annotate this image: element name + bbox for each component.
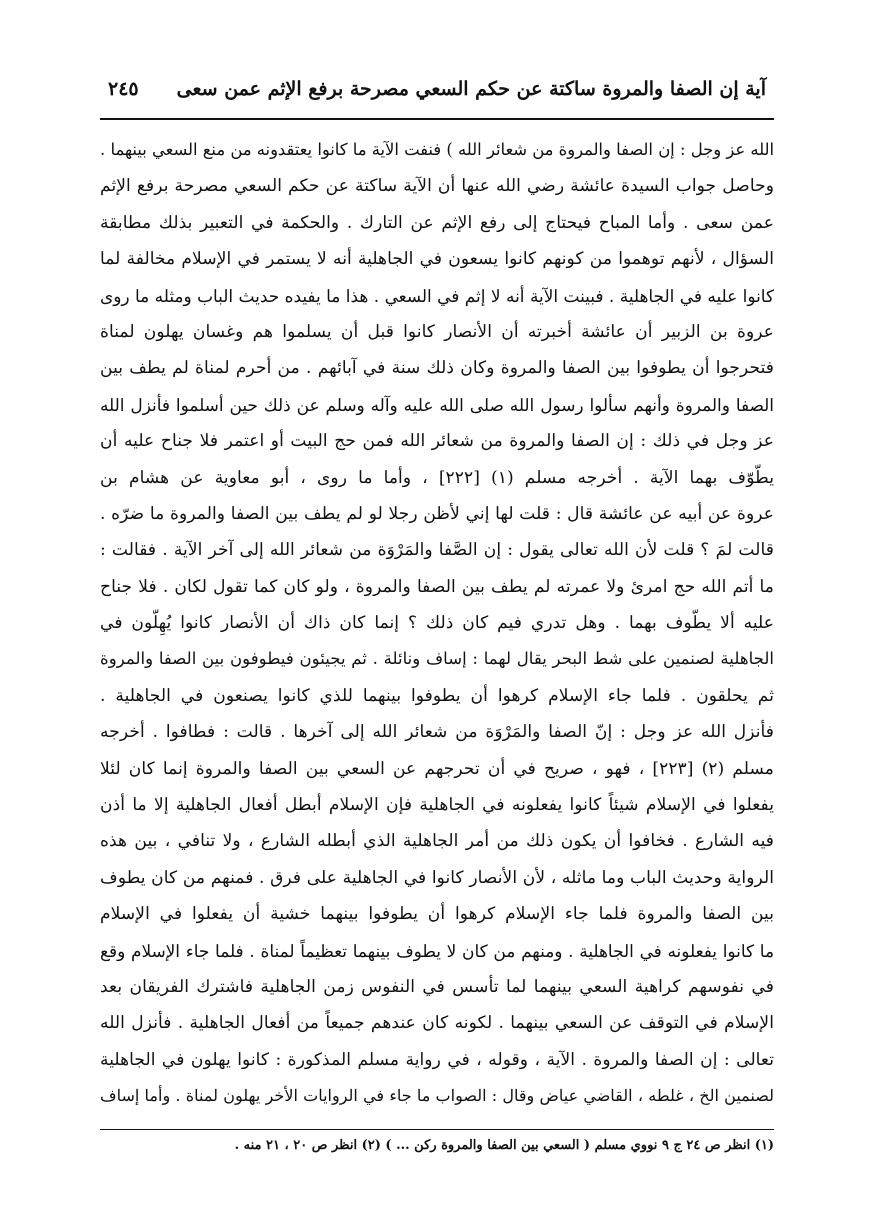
running-head (100, 78, 774, 112)
body-line: ثم يحلقون . فلما جاء الإسلام كرهوا أن يطوفوا بينهما للذي كانوا يصنعون في الجاهلية . (100, 685, 774, 706)
body-line: الرواية وحديث الباب وما ماثله ، لأن الأنصار كانوا في الجاهلية على فرق . فمنهم من كان يطوف (100, 867, 774, 888)
body-line: عز وجل في ذلك : إن الصفا والمروة من شعائر الله فمن حج البيت أو اعتمر فلا جناح عليه أن (100, 431, 774, 452)
body-line: فيه الشارع . فخافوا أن يكون ذلك من أمر الجاهلية الذي أبطله الشارع ، ولا تنافي ، بين هذه (100, 831, 774, 852)
body-line: مسلم (٢) [٢٢٣] ، فهو ، صريح في أن تحرجهم عن السعي بين الصفا والمروة إنما كان لئلا (100, 758, 774, 779)
body-line: يطّوّف بهما الآية . أخرجه مسلم (١) [٢٢٢] ، وأما ما روى ، أبو معاوية عن هشام بن (100, 467, 774, 488)
footnotes: (١) انظر ص ٢٤ ج ٩ نووي مسلم ( السعي بين الصفا والمروة ركن ... ) (٢) انظر ص ٢٠ ، ٢١ منه . (234, 1137, 774, 1153)
body-line: تعالى : إن الصفا والمروة . الآية ، وقوله ، في رواية مسلم المذكورة : كانوا يهلون في الجاهلية (100, 1049, 774, 1070)
body-line: عروة بن الزبير أن عائشة أخبرته أن الأنصار كانوا قبل أن يسلموا هم وغسان يهلون لمناة (100, 321, 774, 342)
body-text (100, 132, 774, 1115)
body-line: ما أتم الله حج امرئ ولا عمرته لم يطف بين الصفا والمروة ، ولو كان كما تقول لكان . فلا جناح (100, 576, 774, 597)
body-line: وحاصل جواب السيدة عائشة رضي الله عنها أن الآية ساكتة عن حكم السعي مصرحة برفع الإثم (100, 176, 774, 197)
body-line: عليه ألا يطّوف بهما . وهل تدري فيم كان ذلك ؟ إنما كان ذاك أن الأنصار كانوا يُهِلّون في (100, 613, 774, 634)
body-line: في نفوسهم كراهية السعي بينهما لما تأسس في النفوس زمن الجاهلية فاشترك الفريقان بعد (100, 976, 774, 997)
body-line: فأنزل الله عز وجل : إنّ الصفا والمَرْوَة من شعائر الله إلى آخرها . قالت : فطافوا . أخرجه (100, 722, 774, 743)
header-rule (100, 118, 774, 120)
body-line: كانوا عليه في الجاهلية . فبينت الآية أنه لا إثم في السعي . هذا ما يفيده حديث الباب ومثله ما روى (100, 285, 774, 306)
body-line: الله عز وجل : إن الصفا والمروة من شعائر الله ) فنفت الآية ما كانوا يعتقدونه من منع السعي بينهما . (100, 140, 774, 159)
body-line: عمن سعى . وأما المباح فيحتاج إلى رفع الإثم عن التارك . والحكمة في التعبير بذلك مطابقة (100, 212, 774, 233)
body-line: عروة عن أبيه عن عائشة قال : قلت لها إني لأظن رجلا لو لم يطف بين الصفا والمروة ما ضرّه . (100, 503, 774, 524)
body-line: السؤال ، لأنهم توهموا من كونهم كانوا يسعون في الجاهلية أنه لا يستمر في الإسلام مخالفة لما (100, 249, 774, 270)
body-line: الجاهلية لصنمين على شط البحر يقال لهما : إساف ونائلة . ثم يجيئون فيطوفون بين الصفا والمروة (100, 649, 774, 669)
body-line: الإسلام في التوقف عن السعي بينهما . لكونه كان عندهم جميعاً من أفعال الجاهلية . فأنزل الله (100, 1013, 774, 1034)
footnote-rule (100, 1129, 774, 1130)
body-line: ما كانوا يفعلونه في الجاهلية . ومنهم من كان لا يطوف بينهما تعظيماً لمناة . فلما جاء الإسلام وقع (100, 940, 774, 961)
page-number: ٢٤٥ (108, 78, 139, 100)
body-line: لصنمين الخ ، غلطه ، القاضي عياض وقال : الصواب ما جاء في الروايات الأخر يهلون لمناة . وأما إساف (100, 1086, 774, 1106)
body-line: قالت لمَ ؟ قلت لأن الله تعالى يقول : إن الصَّفا والمَرْوَة من شعائر الله إلى آخر الآية . فقالت : (100, 540, 774, 561)
body-line: فتحرجوا أن يطوفوا بين الصفا والمروة وكان ذلك سنة في آبائهم . من أحرم لمناة لم يطف بين (100, 358, 774, 379)
running-head-title: آية إن الصفا والمروة ساكتة عن حكم السعي مصرحة برفع الإثم عمن سعى (176, 78, 766, 100)
body-line: الصفا والمروة وأنهم سألوا رسول الله صلى الله عليه وآله وسلم عن ذلك حين أسلموا فأنزل الله (100, 394, 774, 415)
body-line: بين الصفا والمروة فلما جاء الإسلام كرهوا أن يطوفوا بينهما خشية أن يفعلوا في الإسلام (100, 904, 774, 925)
body-line: يفعلوا في الإسلام شيئاً كانوا يفعلونه في الجاهلية فإن الإسلام أبطل أفعال الجاهلية إلا ما أذن (100, 795, 774, 816)
